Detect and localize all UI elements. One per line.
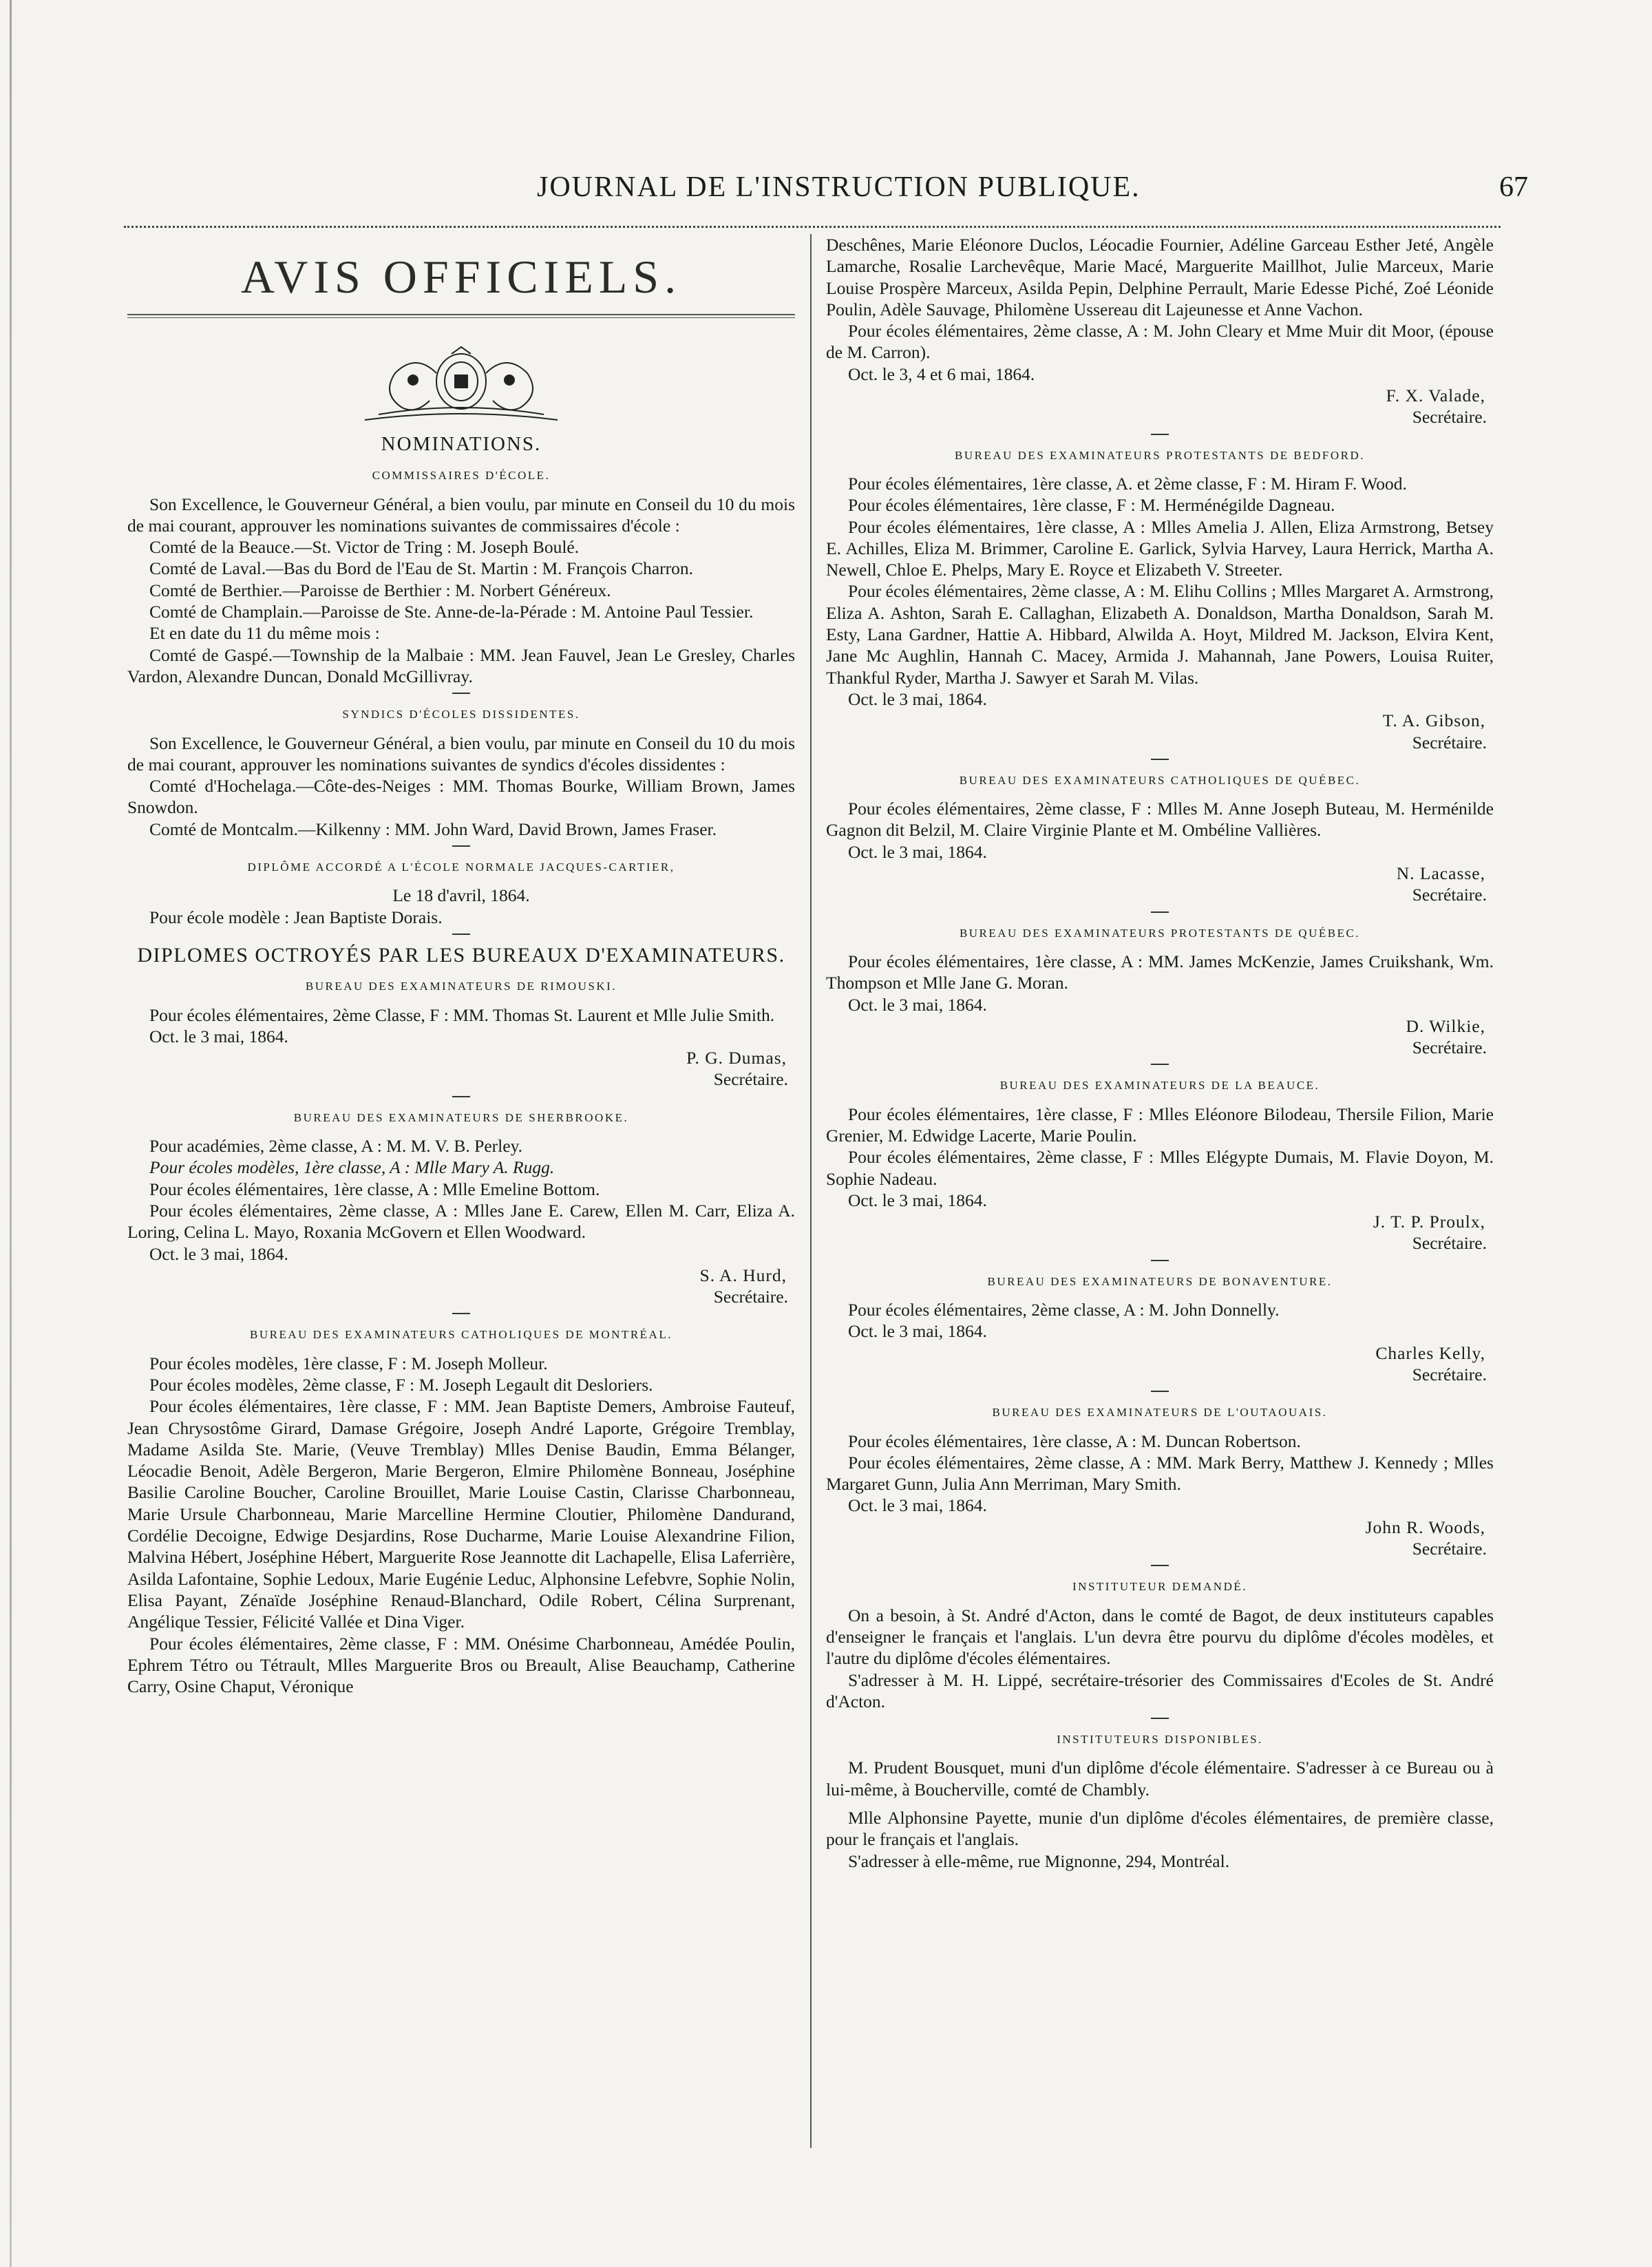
paragraph: Pour écoles élémentaires, 1ère classe, A : Mlles Amelia J. Allen, Eliza Armstrong, Betsey E. Achilles, Eliza M. Brimmer, Caroline E. Garlick, Sylvia Harvey, Laura Herrick, Martha A. Newell, Chloe E. Phelps, Mary E. Royce et Elizabeth V. Streeter.	[826, 516, 1494, 580]
paragraph: Pour écoles élémentaires, 2ème classe, A : MM. Mark Berry, Matthew J. Kennedy ; Mlles Margaret Gunn, Julia Ann Merriman, Mary Smith.	[826, 1452, 1494, 1495]
separator	[1151, 1565, 1169, 1566]
paragraph: Pour écoles élémentaires, 1ère classe, F : Mlles Eléonore Bilodeau, Thersile Filion, Marie Grenier, M. Edwidge Lacerte, Marie Poulin.	[826, 1104, 1494, 1146]
signature-role: Secrétaire.	[1412, 1233, 1487, 1254]
signature-role: Secrétaire.	[1412, 1539, 1487, 1559]
notice-date: Oct. le 3 mai, 1864.	[149, 1026, 288, 1046]
right-column	[826, 234, 1494, 1872]
notice-date: Oct. le 3, 4 et 6 mai, 1864.	[848, 363, 1035, 384]
paragraph: Pour écoles élémentaires, 2ème classe, A : M. John Donnelly.	[848, 1300, 1280, 1320]
syndics-heading: SYNDICS D'ÉCOLES DISSIDENTES.	[342, 708, 580, 721]
paragraph: Comté de Montcalm.—Kilkenny : MM. John Ward, David Brown, James Fraser.	[149, 819, 717, 839]
paragraph: Deschênes, Marie Eléonore Duclos, Léocadie Fournier, Adéline Garceau Esther Jeté, Angèle Lamarche, Rosalie Larchevêque, Marie Macé, Marguerite Maillhot, Julie Marceux, Marie Louise Prospère Marceux, Asilda Pepin, Delphine Perrault, Marie Edesse Piché, Zoé Léonide Poulin, Adèle Sauvage, Philomène Ussereau dit Lajeunesse et Anne Vachon.	[826, 235, 1494, 319]
paragraph: On a besoin, à St. André d'Acton, dans le comté de Bagot, de deux instituteurs capables d'enseigner le français et l'anglais. L'un devra être pourvu du diplôme d'écoles modèles, et l'autre du diplôme d'écoles élémentaires.	[826, 1605, 1494, 1669]
paragraph: Comté de Berthier.—Paroisse de Berthier : M. Norbert Généreux.	[149, 580, 611, 600]
signature-role: Secrétaire.	[1412, 1364, 1487, 1384]
paragraph: S'adresser à M. H. Lippé, secrétaire-trésorier des Commissaires d'Ecoles de St. André d'Acton.	[826, 1669, 1494, 1711]
signature-role: Secrétaire.	[1412, 407, 1487, 428]
separator	[1151, 1718, 1169, 1719]
bureau-heading: BUREAU DES EXAMINATEURS PROTESTANTS DE QUÉBEC.	[959, 926, 1361, 940]
separator	[452, 1313, 470, 1314]
paragraph: Pour écoles élémentaires, 1ère classe, A : MM. James McKenzie, James Cruikshank, Wm. Thompson et Mlle Jane G. Moran.	[826, 951, 1494, 993]
paragraph: Pour écoles élémentaires, 1ère classe, A. et 2ème classe, F : M. Hiram F. Wood.	[848, 473, 1407, 494]
title-rule	[127, 314, 795, 318]
separator	[1151, 1260, 1169, 1261]
paragraph: S'adresser à elle-même, rue Mignonne, 294, Montréal.	[848, 1850, 1230, 1871]
page-header	[124, 171, 1528, 212]
paragraph: Pour académies, 2ème classe, A : M. M. V. B. Perley.	[149, 1136, 523, 1157]
commissaires-heading: COMMISSAIRES D'ÉCOLE.	[372, 469, 551, 483]
paragraph: Pour écoles élémentaires, 1ère classe, F : MM. Jean Baptiste Demers, Ambroise Fauteuf, Jean Chrysostôme Girard, Damase Grégoire, Joseph André Laporte, Grégoire Tremblay, Madame Asilda Ste. Marie, (Veuve Tremblay) Mlles Denise Baudin, Emma Bélanger, Léocadie Benoit, Adèle Bergeron, Marie Bergeron, Elmire Philomène Bonneau, Joséphine Basilie Caroline Boucher, Caroline Brouillet, Marie Louise Castin, Clarisse Charbonneau, Marie Ursule Charbonneau, Marie Marcelline Hermine Cloutier, Philomène Dandurand, Cordélie Decoigne, Edwige Desjardins, Rose Ducharme, Marie Louise Alexandrine Filion, Malvina Hébert, Joséphine Hébert, Marguerite Rose Jeannotte dit Lachapelle, Elisa Laferrière, Asilda Lafontaine, Sophie Ledoux, Marie Eugénie Leduc, Alphonsine Lefebvre, Sophie Nolin, Elisa Payant, Zénaïde Joséphine Renaud-Blanchard, Odile Robert, Célina Surprenant, Angélique Tessier, Félicité Vallée et Dina Viger.	[127, 1396, 795, 1632]
left-column	[127, 234, 795, 1697]
signature-name: J. T. P. Proulx,	[1373, 1212, 1485, 1232]
notice-date: Oct. le 3 mai, 1864.	[848, 1495, 987, 1516]
paragraph: Pour écoles élémentaires, 1ère classe, F : M. Herménégilde Dagneau.	[848, 495, 1335, 516]
paragraph: Pour écoles élémentaires, 1ère classe, A : M. Duncan Robertson.	[848, 1431, 1301, 1451]
notice-date: Oct. le 3 mai, 1864.	[149, 1243, 288, 1264]
paragraph: Pour écoles élémentaires, 2ème classe, F : MM. Onésime Charbonneau, Amédée Poulin, Ephrem Tétro ou Tétrault, Mlles Marguerite Bros ou Breault, Alise Beauchamp, Catherine Carry, Osine Chaput, Véronique	[127, 1633, 795, 1697]
bureau-heading: BUREAU DES EXAMINATEURS DE RIMOUSKI.	[305, 980, 617, 993]
notice-date: Oct. le 3 mai, 1864.	[848, 1190, 987, 1210]
octroyes-heading: DIPLOMES OCTROYÉS PAR LES BUREAUX D'EXAMINATEURS.	[137, 943, 785, 967]
notice-date: Oct. le 3 mai, 1864.	[848, 1321, 987, 1342]
paragraph: Pour écoles élémentaires, 2ème classe, F : Mlles Elégypte Dumais, M. Flavie Doyon, M. Sophie Nadeau.	[826, 1147, 1494, 1189]
signature-role: Secrétaire.	[1412, 732, 1487, 752]
bureau-heading: BUREAU DES EXAMINATEURS DE BONAVENTURE.	[987, 1274, 1333, 1288]
signature-role: Secrétaire.	[713, 1287, 788, 1307]
royal-crest-icon	[337, 346, 585, 428]
separator	[1151, 434, 1169, 435]
paragraph: Comté de la Beauce.—St. Victor de Tring : M. Joseph Boulé.	[149, 537, 580, 558]
diplome-heading: DIPLÔME ACCORDÉ A L'ÉCOLE NORMALE JACQUES-CARTIER,	[247, 861, 675, 874]
signature-name: S. A. Hurd,	[699, 1265, 787, 1285]
paragraph: Comté de Gaspé.—Township de la Malbaie : MM. Jean Fauvel, Jean Le Gresley, Charles Vardon, Alexandre Duncan, Donald McGillivray.	[127, 644, 795, 686]
signature-role: Secrétaire.	[713, 1069, 788, 1090]
paragraph: Son Excellence, le Gouverneur Général, a bien voulu, par minute en Conseil du 10 du mois de mai courant, approuver les nominations suivantes de commissaires d'école :	[127, 494, 795, 536]
paragraph: Pour écoles modèles, 1ère classe, F : M. Joseph Molleur.	[149, 1353, 548, 1373]
bureau-heading: BUREAU DES EXAMINATEURS DE LA BEAUCE.	[999, 1079, 1320, 1093]
signature-name: F. X. Valade,	[1386, 386, 1485, 406]
instituteur-demande-heading: INSTITUTEUR DEMANDÉ.	[1072, 1580, 1247, 1594]
section-title: AVIS OFFICIELS.	[240, 251, 682, 303]
separator	[452, 934, 470, 935]
bureau-heading: BUREAU DES EXAMINATEURS CATHOLIQUES DE MONTRÉAL.	[250, 1328, 673, 1342]
paragraph: Comté de Laval.—Bas du Bord de l'Eau de St. Martin : M. François Charron.	[149, 558, 694, 579]
paragraph: Son Excellence, le Gouverneur Général, a bien voulu, par minute en Conseil du 10 du mois de mai courant, approuver les nominations suivantes de syndics d'écoles dissidentes :	[127, 732, 795, 774]
separator	[452, 845, 470, 847]
paragraph: Comté de Champlain.—Paroisse de Ste. Anne-de-la-Pérade : M. Antoine Paul Tessier.	[149, 602, 754, 622]
bureau-heading: BUREAU DES EXAMINATEURS DE L'OUTAOUAIS.	[992, 1406, 1328, 1420]
column-divider	[810, 234, 812, 2148]
notice-date: Oct. le 3 mai, 1864.	[848, 688, 987, 709]
page-number: 67	[1499, 171, 1528, 203]
signature-name: T. A. Gibson,	[1382, 710, 1485, 731]
notice-date: Oct. le 3 mai, 1864.	[848, 994, 987, 1015]
paragraph: Pour écoles élémentaires, 2ème Classe, F : MM. Thomas St. Laurent et Mlle Julie Smith.	[149, 1004, 775, 1025]
signature-name: Charles Kelly,	[1375, 1342, 1485, 1363]
separator	[1151, 911, 1169, 913]
paragraph: Pour écoles élémentaires, 1ère classe, A : Mlle Emeline Bottom.	[149, 1179, 600, 1199]
bureau-heading: BUREAU DES EXAMINATEURS PROTESTANTS DE BEDFORD.	[955, 448, 1365, 462]
paragraph: Mlle Alphonsine Payette, munie d'un diplôme d'écoles élémentaires, de première classe, pour le français et l'anglais.	[826, 1808, 1494, 1850]
paragraph: Pour écoles élémentaires, 2ème classe, F : Mlles M. Anne Joseph Buteau, M. Herménilde Gagnon dit Belzil, M. Claire Virginie Plante et M. Ombéline Vallières.	[826, 799, 1494, 841]
signature-name: John R. Woods,	[1365, 1517, 1485, 1537]
separator	[1151, 1391, 1169, 1392]
paragraph: Pour écoles modèles, 2ème classe, F : M. Joseph Legault dit Desloriers.	[149, 1374, 653, 1395]
separator	[1151, 1064, 1169, 1065]
signature-name: P. G. Dumas,	[686, 1048, 787, 1068]
separator	[1151, 759, 1169, 760]
paragraph: Pour écoles élémentaires, 2ème classe, A : M. Elihu Collins ; Mlles Margaret A. Armstrong, Eliza A. Ashton, Sarah E. Callaghan, Elizabeth A. Donaldson, Martha Donaldson, Sarah M. Esty, Lana Gardner, Hattie A. Hibbard, Alwilda A. Hoyt, Mildred M. Jackson, Elvira Kent, Jane Mc Aughlin, Hannah C. Macey, Armida J. Mahannah, Jane Powers, Louisa Ruiter, Thankful Ryder, Martha J. Sawyer et Sarah M. Vilas.	[826, 581, 1494, 688]
paragraph: Comté d'Hochelaga.—Côte-des-Neiges : MM. Thomas Bourke, William Brown, James Snowdon.	[127, 776, 795, 818]
separator	[452, 693, 470, 694]
signature-name: N. Lacasse,	[1396, 863, 1485, 884]
header-rule	[124, 226, 1501, 228]
paragraph: Pour école modèle : Jean Baptiste Dorais.	[149, 907, 443, 927]
separator	[452, 1096, 470, 1097]
bureau-heading: BUREAU DES EXAMINATEURS CATHOLIQUES DE QUÉBEC.	[959, 773, 1361, 787]
paragraph: Pour écoles élémentaires, 2ème classe, A : M. John Cleary et Mme Muir dit Moor, (épouse de M. Carron).	[826, 321, 1494, 363]
paragraph: Et en date du 11 du même mois :	[149, 623, 380, 644]
instituteurs-disponibles-heading: INSTITUTEURS DISPONIBLES.	[1057, 1733, 1263, 1747]
binding-edge	[10, 0, 12, 2267]
paragraph: Pour écoles élémentaires, 2ème classe, A : Mlles Jane E. Carew, Ellen M. Carr, Eliza A. Loring, Celina L. Mayo, Roxania McGovern et Ellen Woodward.	[127, 1200, 795, 1243]
paragraph: M. Prudent Bousquet, muni d'un diplôme d'école élémentaire. S'adresser à ce Bureau ou à lui-même, à Boucherville, comté de Chambly.	[826, 1758, 1494, 1800]
signature-role: Secrétaire.	[1412, 885, 1487, 905]
nominations-heading: NOMINATIONS.	[381, 433, 542, 455]
signature-role: Secrétaire.	[1412, 1037, 1487, 1058]
signature-name: D. Wilkie,	[1406, 1015, 1485, 1036]
running-title: JOURNAL DE L'INSTRUCTION PUBLIQUE.	[537, 171, 1141, 203]
paragraph: Pour écoles modèles, 1ère classe, A : Mlle Mary A. Rugg.	[149, 1157, 555, 1178]
bureau-heading: BUREAU DES EXAMINATEURS DE SHERBROOKE.	[293, 1110, 629, 1124]
notice-date: Oct. le 3 mai, 1864.	[848, 841, 987, 862]
diplome-date: Le 18 d'avril, 1864.	[392, 885, 530, 906]
